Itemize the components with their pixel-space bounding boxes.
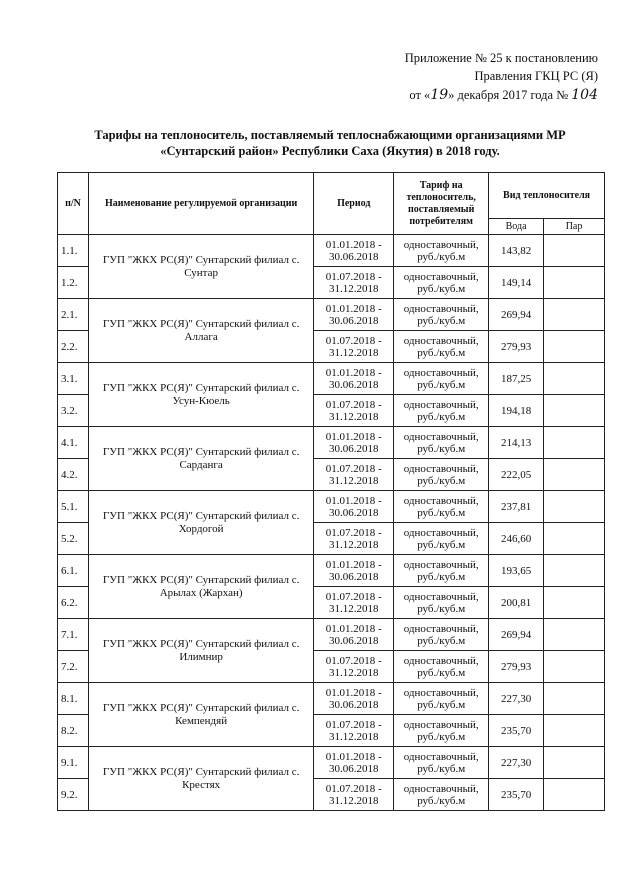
title-line-2: «Сунтарский район» Республики Саха (Якутия) в 2018 году. (160, 144, 500, 158)
col-header-water: Вода (489, 219, 544, 235)
organization-name: ГУП "ЖКХ РС(Я)" Сунтарский филиал с. Хордогой (88, 491, 313, 555)
row-number: 7.1. (58, 619, 89, 651)
tariff-type-cell: одноставочный, руб./куб.м (394, 683, 489, 715)
period-cell: 01.01.2018 - 30.06.2018 (314, 363, 394, 395)
steam-value (544, 459, 605, 491)
water-value: 227,30 (489, 683, 544, 715)
tariff-type-cell: одноставочный, руб./куб.м (394, 427, 489, 459)
tariff-type-cell: одноставочный, руб./куб.м (394, 779, 489, 811)
steam-value (544, 683, 605, 715)
tariff-type-cell: одноставочный, руб./куб.м (394, 491, 489, 523)
row-number: 8.2. (58, 715, 89, 747)
tariff-type-cell: одноставочный, руб./куб.м (394, 555, 489, 587)
water-value: 235,70 (489, 779, 544, 811)
period-cell: 01.01.2018 - 30.06.2018 (314, 427, 394, 459)
period-cell: 01.07.2018 - 31.12.2018 (314, 779, 394, 811)
row-number: 2.2. (58, 331, 89, 363)
table-row (58, 299, 605, 331)
row-number: 3.1. (58, 363, 89, 395)
tariff-type-cell: одноставочный, руб./куб.м (394, 459, 489, 491)
table-row (58, 555, 605, 587)
steam-value (544, 427, 605, 459)
row-number: 1.2. (58, 267, 89, 299)
steam-value (544, 555, 605, 587)
tariff-type-cell: одноставочный, руб./куб.м (394, 587, 489, 619)
organization-name: ГУП "ЖКХ РС(Я)" Сунтарский филиал с. Илимнир (88, 619, 313, 683)
period-cell: 01.01.2018 - 30.06.2018 (314, 235, 394, 267)
row-number: 7.2. (58, 651, 89, 683)
period-cell: 01.07.2018 - 31.12.2018 (314, 715, 394, 747)
col-header-tariff: Тариф на теплоноситель, поставляемый потребителям (394, 173, 489, 235)
row-number: 5.1. (58, 491, 89, 523)
table-row (58, 363, 605, 395)
steam-value (544, 651, 605, 683)
water-value: 227,30 (489, 747, 544, 779)
table-row (58, 235, 605, 267)
period-cell: 01.07.2018 - 31.12.2018 (314, 459, 394, 491)
steam-value (544, 299, 605, 331)
period-cell: 01.01.2018 - 30.06.2018 (314, 747, 394, 779)
table-row (58, 747, 605, 779)
tariff-type-cell: одноставочный, руб./куб.м (394, 299, 489, 331)
organization-name: ГУП "ЖКХ РС(Я)" Сунтарский филиал с. Аллага (88, 299, 313, 363)
water-value: 269,94 (489, 619, 544, 651)
tariff-type-cell: одноставочный, руб./куб.м (394, 331, 489, 363)
organization-name: ГУП "ЖКХ РС(Я)" Сунтарский филиал с. Сарданга (88, 427, 313, 491)
water-value: 222,05 (489, 459, 544, 491)
water-value: 194,18 (489, 395, 544, 427)
row-number: 9.1. (58, 747, 89, 779)
period-cell: 01.07.2018 - 31.12.2018 (314, 331, 394, 363)
row-number: 5.2. (58, 523, 89, 555)
tariff-type-cell: одноставочный, руб./куб.м (394, 651, 489, 683)
row-number: 2.1. (58, 299, 89, 331)
organization-name: ГУП "ЖКХ РС(Я)" Сунтарский филиал с. Сунтар (88, 235, 313, 299)
col-header-org: Наименование регулируемой организации (88, 173, 313, 235)
water-value: 143,82 (489, 235, 544, 267)
water-value: 279,93 (489, 651, 544, 683)
tariff-type-cell: одноставочный, руб./куб.м (394, 523, 489, 555)
organization-name: ГУП "ЖКХ РС(Я)" Сунтарский филиал с. Кемпендяй (88, 683, 313, 747)
period-cell: 01.07.2018 - 31.12.2018 (314, 267, 394, 299)
water-value: 269,94 (489, 299, 544, 331)
steam-value (544, 523, 605, 555)
row-number: 1.1. (58, 235, 89, 267)
title-line-1: Тарифы на теплоноситель, поставляемый теплоснабжающими организациями МР (94, 128, 566, 142)
handwritten-decree-number: 104 (571, 87, 598, 103)
organization-name: ГУП "ЖКХ РС(Я)" Сунтарский филиал с. Крестях (88, 747, 313, 811)
organization-name: ГУП "ЖКХ РС(Я)" Сунтарский филиал с. Усун-Кюель (88, 363, 313, 427)
water-value: 200,81 (489, 587, 544, 619)
tariff-type-cell: одноставочный, руб./куб.м (394, 747, 489, 779)
steam-value (544, 267, 605, 299)
appendix-line-2: Правления ГКЦ РС (Я) (474, 69, 598, 83)
date-prefix: от « (409, 88, 431, 102)
tariff-type-cell: одноставочный, руб./куб.м (394, 395, 489, 427)
tariff-type-cell: одноставочный, руб./куб.м (394, 715, 489, 747)
tariff-type-cell: одноставочный, руб./куб.м (394, 363, 489, 395)
steam-value (544, 331, 605, 363)
water-value: 149,14 (489, 267, 544, 299)
period-cell: 01.01.2018 - 30.06.2018 (314, 555, 394, 587)
tariff-type-cell: одноставочный, руб./куб.м (394, 267, 489, 299)
col-header-period: Период (314, 173, 394, 235)
water-value: 193,65 (489, 555, 544, 587)
row-number: 9.2. (58, 779, 89, 811)
water-value: 187,25 (489, 363, 544, 395)
table-row (58, 427, 605, 459)
steam-value (544, 395, 605, 427)
period-cell: 01.07.2018 - 31.12.2018 (314, 395, 394, 427)
row-number: 6.1. (58, 555, 89, 587)
appendix-line-3 (409, 87, 598, 103)
appendix-line-1: Приложение № 25 к постановлению (404, 51, 598, 65)
row-number: 8.1. (58, 683, 89, 715)
period-cell: 01.01.2018 - 30.06.2018 (314, 619, 394, 651)
period-cell: 01.07.2018 - 31.12.2018 (314, 523, 394, 555)
table-row (58, 491, 605, 523)
period-cell: 01.07.2018 - 31.12.2018 (314, 587, 394, 619)
water-value: 214,13 (489, 427, 544, 459)
tariff-type-cell: одноставочный, руб./куб.м (394, 235, 489, 267)
water-value: 237,81 (489, 491, 544, 523)
table-row (58, 619, 605, 651)
steam-value (544, 363, 605, 395)
steam-value (544, 747, 605, 779)
water-value: 235,70 (489, 715, 544, 747)
period-cell: 01.07.2018 - 31.12.2018 (314, 651, 394, 683)
period-cell: 01.01.2018 - 30.06.2018 (314, 683, 394, 715)
period-cell: 01.01.2018 - 30.06.2018 (314, 491, 394, 523)
steam-value (544, 491, 605, 523)
steam-value (544, 619, 605, 651)
document-title (60, 127, 600, 159)
period-cell: 01.01.2018 - 30.06.2018 (314, 299, 394, 331)
table-row (58, 683, 605, 715)
col-header-num: п/N (58, 173, 89, 235)
water-value: 279,93 (489, 331, 544, 363)
steam-value (544, 587, 605, 619)
col-header-type: Вид теплоносителя (489, 173, 605, 219)
table-body (58, 235, 605, 811)
steam-value (544, 235, 605, 267)
organization-name: ГУП "ЖКХ РС(Я)" Сунтарский филиал с. Арылах (Жархан) (88, 555, 313, 619)
steam-value (544, 715, 605, 747)
date-suffix: » декабря 2017 года № (448, 88, 569, 102)
row-number: 4.2. (58, 459, 89, 491)
tariff-table (57, 172, 605, 811)
row-number: 3.2. (58, 395, 89, 427)
tariff-type-cell: одноставочный, руб./куб.м (394, 619, 489, 651)
handwritten-day: 19 (430, 87, 449, 103)
row-number: 6.2. (58, 587, 89, 619)
row-number: 4.1. (58, 427, 89, 459)
water-value: 246,60 (489, 523, 544, 555)
steam-value (544, 779, 605, 811)
col-header-steam: Пар (544, 219, 605, 235)
